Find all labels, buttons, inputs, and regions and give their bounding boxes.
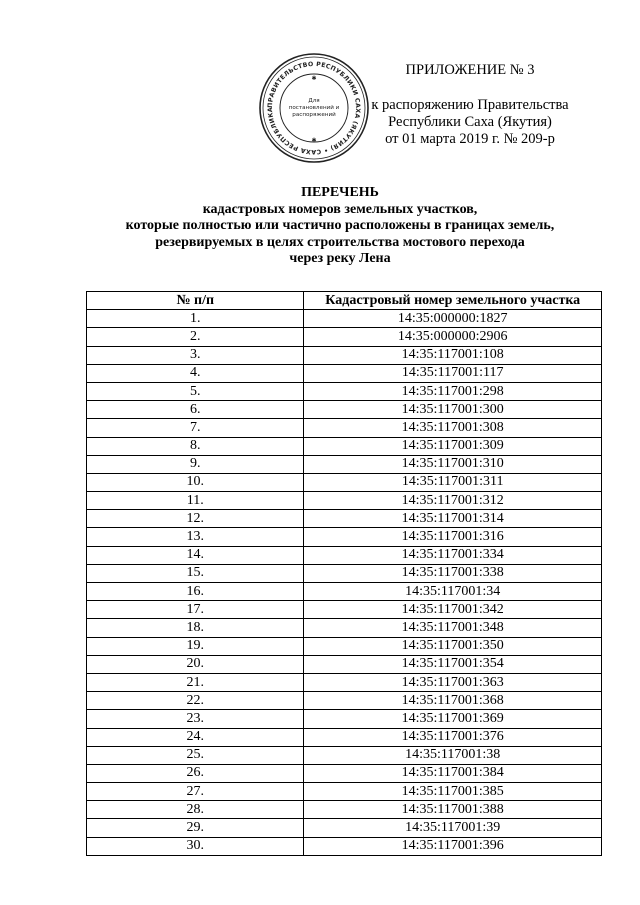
cadastral-number-cell: 14:35:117001:338 <box>304 564 602 582</box>
order-reference-date: от 01 марта 2019 г. № 209-р <box>385 131 555 147</box>
cadastral-numbers-table <box>86 291 602 856</box>
row-number-cell: 13. <box>87 528 304 546</box>
stamp-center-line1: Для <box>308 98 320 104</box>
cadastral-number-cell: 14:35:117001:350 <box>304 637 602 655</box>
stamp-center-line2: постановлений и <box>288 105 340 111</box>
table-row <box>87 364 602 382</box>
table-row <box>87 492 602 510</box>
cadastral-number-cell: 14:35:117001:368 <box>304 692 602 710</box>
table-row <box>87 528 602 546</box>
table-row <box>87 637 602 655</box>
cadastral-number-cell: 14:35:117001:308 <box>304 419 602 437</box>
table-row <box>87 837 602 855</box>
table-row <box>87 601 602 619</box>
row-number-cell: 19. <box>87 637 304 655</box>
cadastral-number-cell: 14:35:000000:2906 <box>304 328 602 346</box>
document-title <box>80 185 600 268</box>
appendix-number: ПРИЛОЖЕНИЕ № 3 <box>405 62 535 78</box>
title-line3: которые полностью или частично расположены в границах земель, <box>125 218 555 233</box>
table-row <box>87 346 602 364</box>
row-number-cell: 27. <box>87 783 304 801</box>
cadastral-number-cell: 14:35:000000:1827 <box>304 310 602 328</box>
column-header-cadastral: Кадастровый номер земельного участка <box>304 292 602 310</box>
cadastral-number-cell: 14:35:117001:396 <box>304 837 602 855</box>
row-number-cell: 8. <box>87 437 304 455</box>
row-number-cell: 12. <box>87 510 304 528</box>
order-reference-line2: Республики Саха (Якутия) <box>388 114 552 130</box>
stamp-ring-text: ПРАВИТЕЛЬСТВО РЕСПУБЛИКИ САХА (ЯКУТИЯ) • САХА РЕСПУБЛИКА <box>266 60 362 156</box>
row-number-cell: 28. <box>87 801 304 819</box>
cadastral-number-cell: 14:35:117001:314 <box>304 510 602 528</box>
cadastral-number-cell: 14:35:117001:348 <box>304 619 602 637</box>
row-number-cell: 25. <box>87 746 304 764</box>
table-row <box>87 473 602 491</box>
cadastral-number-cell: 14:35:117001:39 <box>304 819 602 837</box>
table-row <box>87 619 602 637</box>
table-header-row <box>87 292 602 310</box>
table-row <box>87 437 602 455</box>
column-header-number: № п/п <box>87 292 304 310</box>
cadastral-number-cell: 14:35:117001:311 <box>304 473 602 491</box>
table-row <box>87 583 602 601</box>
table-row <box>87 455 602 473</box>
row-number-cell: 9. <box>87 455 304 473</box>
cadastral-number-cell: 14:35:117001:342 <box>304 601 602 619</box>
row-number-cell: 29. <box>87 819 304 837</box>
table-row <box>87 710 602 728</box>
row-number-cell: 30. <box>87 837 304 855</box>
title-line4: резервируемых в целях строительства мостового перехода <box>155 234 525 250</box>
table-row <box>87 746 602 764</box>
cadastral-number-cell: 14:35:117001:316 <box>304 528 602 546</box>
row-number-cell: 2. <box>87 328 304 346</box>
cadastral-number-cell: 14:35:117001:298 <box>304 382 602 400</box>
table-row <box>87 310 602 328</box>
cadastral-number-cell: 14:35:117001:38 <box>304 746 602 764</box>
title-line5: через реку Лена <box>289 251 391 266</box>
cadastral-number-cell: 14:35:117001:384 <box>304 764 602 782</box>
row-number-cell: 15. <box>87 564 304 582</box>
stamp-center-line3: распоряжений <box>292 112 336 118</box>
table-row <box>87 564 602 582</box>
row-number-cell: 5. <box>87 382 304 400</box>
table-row <box>87 546 602 564</box>
cadastral-number-cell: 14:35:117001:385 <box>304 783 602 801</box>
row-number-cell: 4. <box>87 364 304 382</box>
row-number-cell: 23. <box>87 710 304 728</box>
row-number-cell: 10. <box>87 473 304 491</box>
row-number-cell: 7. <box>87 419 304 437</box>
cadastral-number-cell: 14:35:117001:309 <box>304 437 602 455</box>
table-row <box>87 673 602 691</box>
title-line2: кадастровых номеров земельных участков, <box>202 201 478 217</box>
row-number-cell: 14. <box>87 546 304 564</box>
row-number-cell: 3. <box>87 346 304 364</box>
row-number-cell: 6. <box>87 401 304 419</box>
cadastral-number-cell: 14:35:117001:334 <box>304 546 602 564</box>
table-row <box>87 783 602 801</box>
table-row <box>87 819 602 837</box>
svg-text:✱: ✱ <box>311 76 317 82</box>
table-body <box>87 310 602 856</box>
cadastral-number-cell: 14:35:117001:300 <box>304 401 602 419</box>
table-row <box>87 801 602 819</box>
cadastral-number-cell: 14:35:117001:108 <box>304 346 602 364</box>
table-row <box>87 692 602 710</box>
table-row <box>87 328 602 346</box>
row-number-cell: 17. <box>87 601 304 619</box>
table-row <box>87 419 602 437</box>
row-number-cell: 18. <box>87 619 304 637</box>
cadastral-number-cell: 14:35:117001:369 <box>304 710 602 728</box>
cadastral-number-cell: 14:35:117001:117 <box>304 364 602 382</box>
table-row <box>87 382 602 400</box>
cadastral-number-cell: 14:35:117001:363 <box>304 673 602 691</box>
row-number-cell: 16. <box>87 583 304 601</box>
cadastral-number-cell: 14:35:117001:312 <box>304 492 602 510</box>
cadastral-number-cell: 14:35:117001:354 <box>304 655 602 673</box>
cadastral-number-cell: 14:35:117001:388 <box>304 801 602 819</box>
row-number-cell: 1. <box>87 310 304 328</box>
row-number-cell: 26. <box>87 764 304 782</box>
table-row <box>87 401 602 419</box>
title-line1: ПЕРЕЧЕНЬ <box>301 185 379 200</box>
order-reference-line1: к распоряжению Правительства <box>371 97 569 113</box>
svg-text:✱: ✱ <box>311 138 317 144</box>
cadastral-number-cell: 14:35:117001:376 <box>304 728 602 746</box>
table-row <box>87 510 602 528</box>
cadastral-number-cell: 14:35:117001:310 <box>304 455 602 473</box>
table-row <box>87 764 602 782</box>
row-number-cell: 21. <box>87 673 304 691</box>
cadastral-number-cell: 14:35:117001:34 <box>304 583 602 601</box>
row-number-cell: 24. <box>87 728 304 746</box>
table-row <box>87 728 602 746</box>
row-number-cell: 20. <box>87 655 304 673</box>
table-row <box>87 655 602 673</box>
row-number-cell: 22. <box>87 692 304 710</box>
row-number-cell: 11. <box>87 492 304 510</box>
